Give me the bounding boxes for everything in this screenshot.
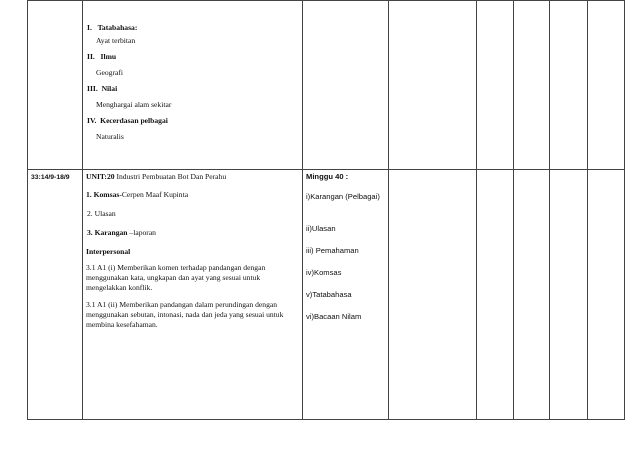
item-detail: Geografi [96,68,123,77]
ulasan-line: 2. Ulasan [87,209,116,218]
list-item: I. Tatabahasa: [87,23,138,32]
empty-cell [303,1,389,170]
empty-cell [514,1,550,170]
lesson-plan-table [27,0,625,420]
week-title: Minggu 40 : [306,172,349,181]
week-item: ii)Ulasan [306,224,336,233]
date-cell [28,170,83,420]
komsas-line: 1. Komsas-Cerpen Maaf Kupinta [86,190,189,199]
item-heading: Nilai [101,84,118,93]
table-row [28,170,625,420]
week-item: i)Karangan (Pelbagai) [306,192,380,201]
empty-cell [588,170,625,420]
empty-cell [550,1,588,170]
item-detail: Naturalis [96,132,124,141]
empty-cell [514,170,550,420]
week-item: v)Tatabahasa [306,290,352,299]
week-date: 33:14/9-18/9 [31,174,70,181]
list-item: III. Nilai [87,84,118,93]
table-row [28,1,625,170]
list-item: IV. Kecerdasan pelbagai [87,116,168,125]
empty-cell [389,1,477,170]
item-heading: Kecerdasan pelbagai [100,116,168,125]
item-detail: Menghargai alam sekitar [96,100,172,109]
empty-cell [588,1,625,170]
standard-text: 3.1 A1 (ii) Memberikan pandangan dalam perundingan dengan menggunakan sebutan, intonasi, nada dan jeda yang sesuai untuk membina kesefahaman. [86,300,284,329]
list-item: II. Ilmu [87,52,117,61]
week-item: iv)Komsas [306,268,342,277]
date-cell-empty [28,1,83,170]
karangan-line: 3. Karangan –laporan [87,228,156,237]
focus-cell [83,1,303,170]
empty-cell [389,170,477,420]
standard-text: 3.1 A1 (i) Memberikan komen terhadap pandangan dengan menggunakan kata, ungkapan dan ayat yang sesuai untuk mengelakkan konflik. [86,263,266,292]
week-item: iii) Pemahaman [306,246,359,255]
empty-cell [550,170,588,420]
interpersonal-heading: Interpersonal [86,247,131,256]
item-detail: Ayat terbitan [96,36,136,45]
week-plan-cell [303,170,389,420]
unit-title: UNIT:20 Industri Pembuatan Bot Dan Perahu [86,172,227,181]
item-heading: Tatabahasa: [97,23,138,32]
objective-cell [83,170,303,420]
empty-cell [477,170,514,420]
item-heading: Ilmu [100,52,117,61]
week-item: vi)Bacaan Nilam [306,312,362,321]
empty-cell [477,1,514,170]
